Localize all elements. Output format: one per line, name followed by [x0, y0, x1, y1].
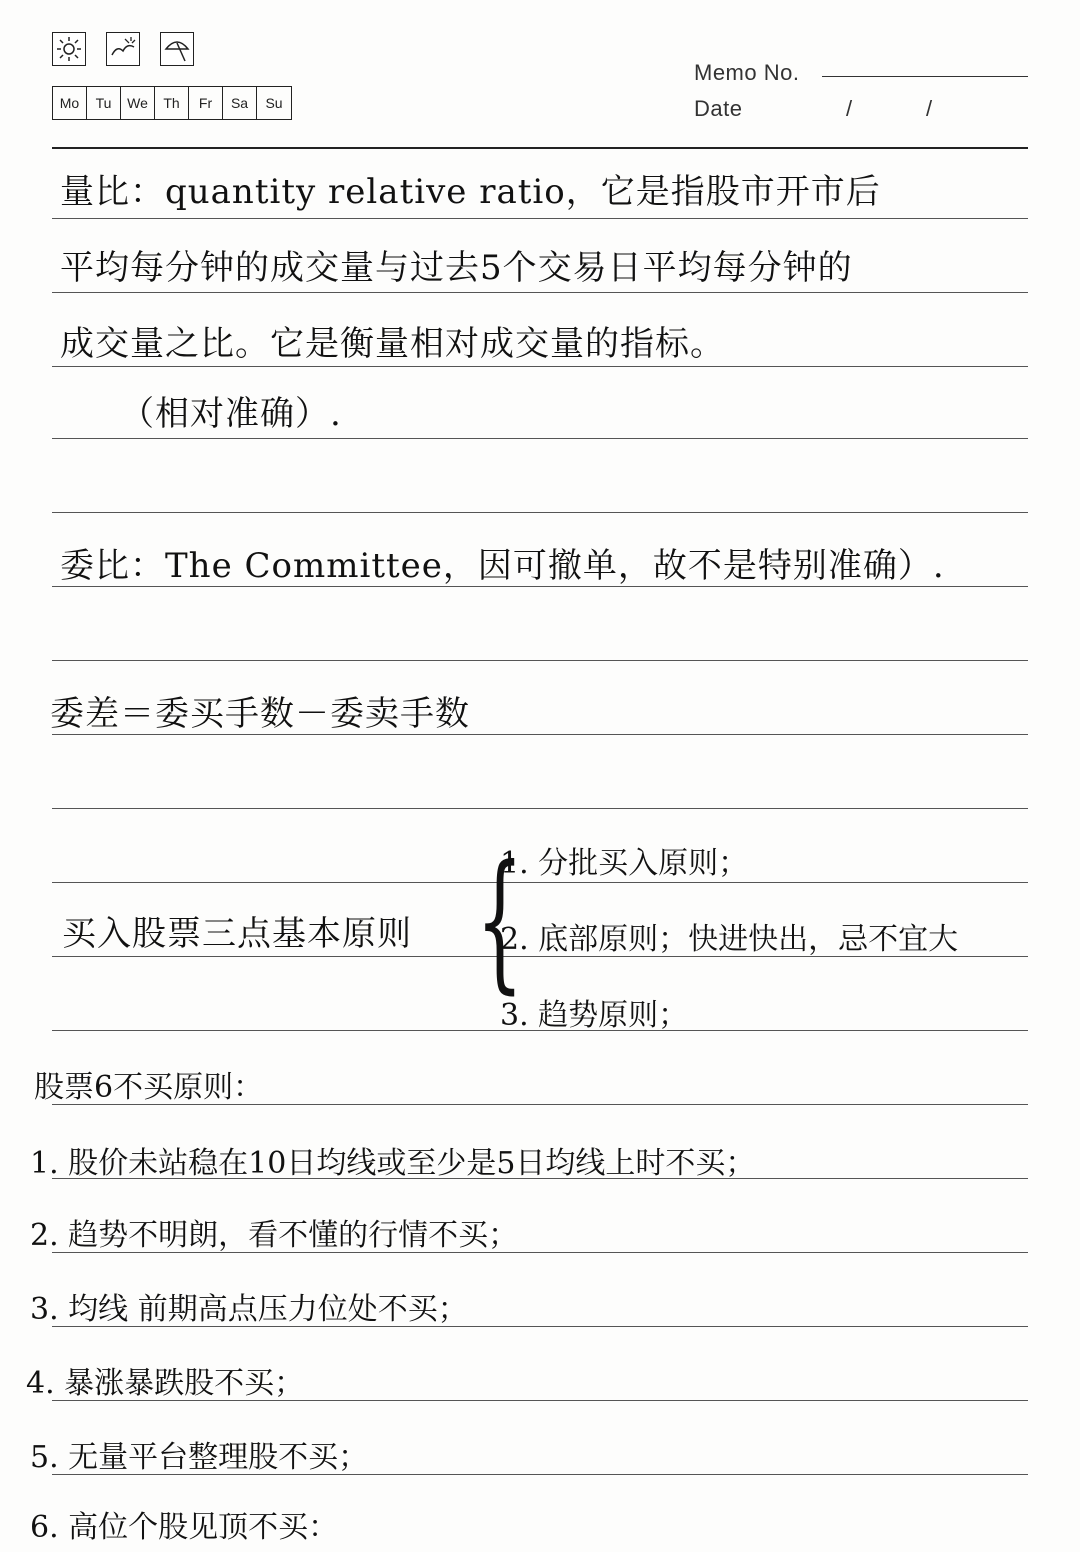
- date-separator: /: [926, 96, 933, 121]
- buy-principle-3: 3. 趋势原则；: [500, 998, 689, 1033]
- weather-icons: [52, 32, 194, 66]
- date-separator: /: [846, 96, 853, 121]
- day-we: We: [121, 87, 155, 119]
- weekday-selector: [52, 86, 292, 120]
- ruled-line: [52, 882, 1028, 883]
- note-volume-ratio-line4: （相对准确）.: [120, 394, 342, 434]
- buy-principles-title: 买入股票三点基本原则: [62, 914, 412, 954]
- no-buy-item-4: 4. 暴涨暴跌股不买；: [26, 1366, 305, 1401]
- day-su: Su: [265, 95, 283, 111]
- day-tu: Tu: [87, 87, 121, 119]
- day-fr: Fr: [189, 87, 223, 119]
- sun-icon: [52, 32, 86, 66]
- no-buy-item-5: 5. 无量平台整理股不买；: [30, 1440, 369, 1475]
- cloudy-icon: [106, 32, 140, 66]
- buy-principle-2: 2. 底部原则；快进快出，忌不宜大: [500, 922, 959, 957]
- day-mo: Mo: [53, 87, 87, 119]
- six-no-buy-title: 股票6不买原则：: [34, 1070, 264, 1105]
- note-volume-ratio-line1: 量比：quantity relative ratio，它是指股市开市后: [60, 172, 881, 212]
- ruled-line: [52, 218, 1028, 219]
- umbrella-icon: [160, 32, 194, 66]
- ruled-line: [52, 512, 1028, 513]
- ruled-line: [52, 438, 1028, 439]
- ruled-line: [52, 660, 1028, 661]
- no-buy-item-6: 6. 高位个股见顶不买：: [30, 1510, 339, 1545]
- day-sa: Sa: [223, 87, 257, 119]
- note-commission-ratio: 委比：The Committee，因可撤单，故不是特别准确）.: [60, 546, 945, 586]
- ruled-line: [52, 808, 1028, 809]
- header-rule: [52, 147, 1028, 149]
- ruled-line: [52, 292, 1028, 293]
- day-th: Th: [155, 87, 189, 119]
- note-volume-ratio-line3: 成交量之比。它是衡量相对成交量的指标。: [60, 324, 725, 364]
- note-volume-ratio-line2: 平均每分钟的成交量与过去5个交易日平均每分钟的: [60, 248, 853, 288]
- no-buy-item-1: 1. 股价未站稳在10日均线或至少是5日均线上时不买；: [30, 1146, 756, 1181]
- memo-no-line: [822, 76, 1028, 77]
- date-label: Date: [694, 96, 743, 121]
- ruled-line: [52, 366, 1028, 367]
- memo-no-label: Memo No.: [694, 60, 800, 85]
- brace-bracket: {: [475, 834, 524, 1008]
- no-buy-item-2: 2. 趋势不明朗，看不懂的行情不买；: [30, 1218, 519, 1253]
- note-commission-diff: 委差＝委买手数－委卖手数: [50, 694, 470, 734]
- no-buy-item-3: 3. 均线 前期高点压力位处不买；: [30, 1292, 468, 1327]
- buy-principle-1: 1. 分批买入原则；: [500, 846, 749, 881]
